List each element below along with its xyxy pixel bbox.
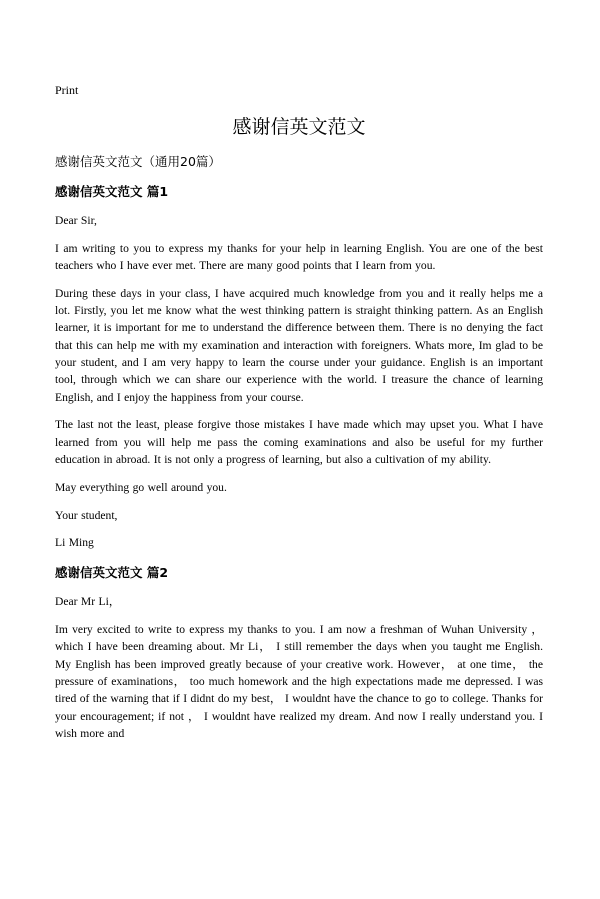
paragraph: The last not the least, please forgive those mistakes I have made which may upset you. What I have learned from you will help me pass the coming examinations and also be useful for my further education in abroad. It is not only a progress of learning, but also a cultivation of my ability. xyxy=(55,418,543,467)
print-label: Print xyxy=(55,83,79,97)
salutation: Dear Mr Li， xyxy=(55,595,121,609)
section-1 xyxy=(55,183,543,552)
document-title: 感谢信英文范文 xyxy=(232,116,366,138)
paragraph: During these days in your class, I have acquired much knowledge from you and it really helps me a lot. Firstly, you let me know what the west thinking pattern is straight thinking pattern. As an English learner, it is important for me to understand the difference between them. There is no denying the fact that this can help me with my examination and interaction with foreigners. Whats more, Im glad to be your student, and I am very happy to learn the course under your guidance. English is an important tool, through which we can share our experience with the world. I treasure the chance of learning English, and I enjoy the happiness from your course. xyxy=(55,286,543,404)
signature: Li Ming xyxy=(55,536,94,550)
closing-wish: May everything go well around you. xyxy=(55,480,227,494)
document-body xyxy=(55,183,543,753)
document-page xyxy=(55,0,543,899)
section-2 xyxy=(55,564,543,742)
section-heading: 感谢信英文范文 篇2 xyxy=(55,565,169,581)
paragraph: Im very excited to write to express my thanks to you. I am now a freshman of Wuhan University ， which I have been dreaming about. Mr Li， I still remember the days when you taught me English. My English has been improved greatly because of your creative work. However， at one time， the pressure of examinations， too much homework and the high expectations made me depressed. I was tired of the warning that if I didnt do my best， I wouldnt have the chance to go to college. Thanks for your encouragement; if not ， I wouldnt have realized my dream. And now I really understand you. I wish more and xyxy=(55,623,543,740)
paragraph: I am writing to you to express my thanks for your help in learning English. You are one of the best teachers who I have ever met. There are many good points that I learn from you. xyxy=(55,241,543,273)
section-heading: 感谢信英文范文 篇1 xyxy=(55,184,169,199)
document-subtitle: 感谢信英文范文（通用20篇） xyxy=(55,154,221,169)
salutation: Dear Sir, xyxy=(55,214,97,227)
closing-phrase: Your student, xyxy=(55,508,118,522)
